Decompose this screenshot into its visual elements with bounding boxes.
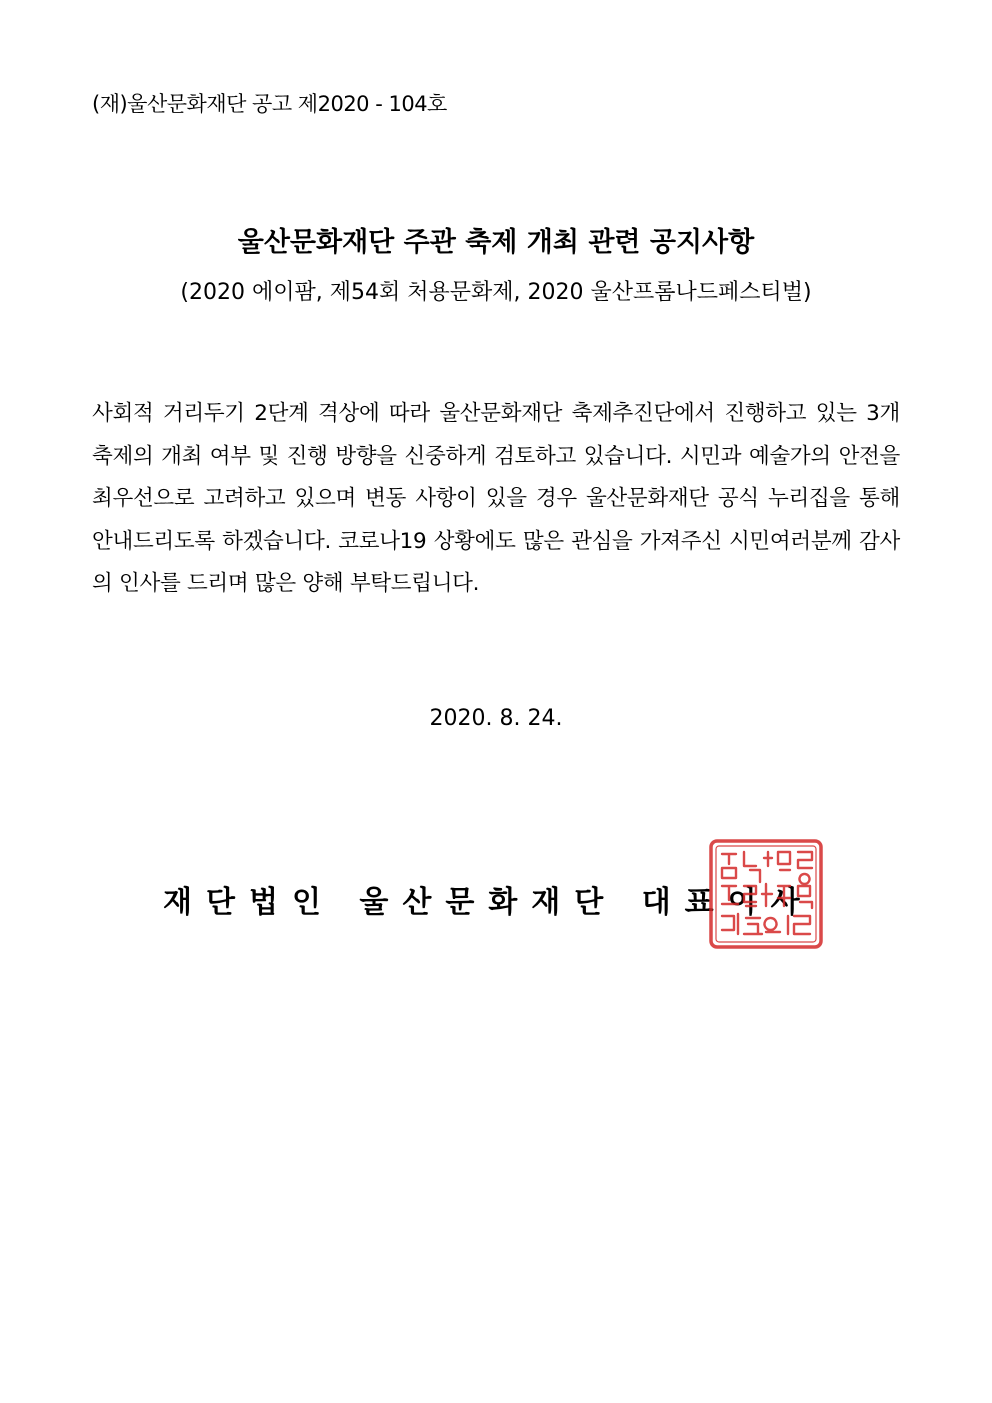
notice-body: 사회적 거리두기 2단계 격상에 따라 울산문화재단 축제추진단에서 진행하고 있는 3개 축제의 개최 여부 및 진행 방향을 신중하게 검토하고 있습니다. 시민과 예술가의 안전을 최우선으로 고려하고 있으며 변동 사항이 있을 경우 울산문화재단 공식 누리집을 통해 안내드리도록 하겠습니다. 코로나19 상황에도 많은 관심을 가져주신 시민여러분께 감사의 인사를 드리며 많은 양해 부탁드립니다.: [92, 401, 900, 596]
notice-number: (재)울산문화재단 공고 제2020 - 104호: [92, 92, 447, 116]
official-seal-icon: [708, 838, 824, 950]
page-title: 울산문화재단 주관 축제 개최 관련 공지사항: [237, 227, 755, 258]
notice-date: 2020. 8. 24.: [429, 706, 563, 731]
page-subtitle: (2020 에이팜, 제54회 처용문화제, 2020 울산프롬나드페스티벌): [180, 280, 812, 305]
signature-line: 재단법인 울산문화재단 대표이사: [163, 885, 814, 920]
